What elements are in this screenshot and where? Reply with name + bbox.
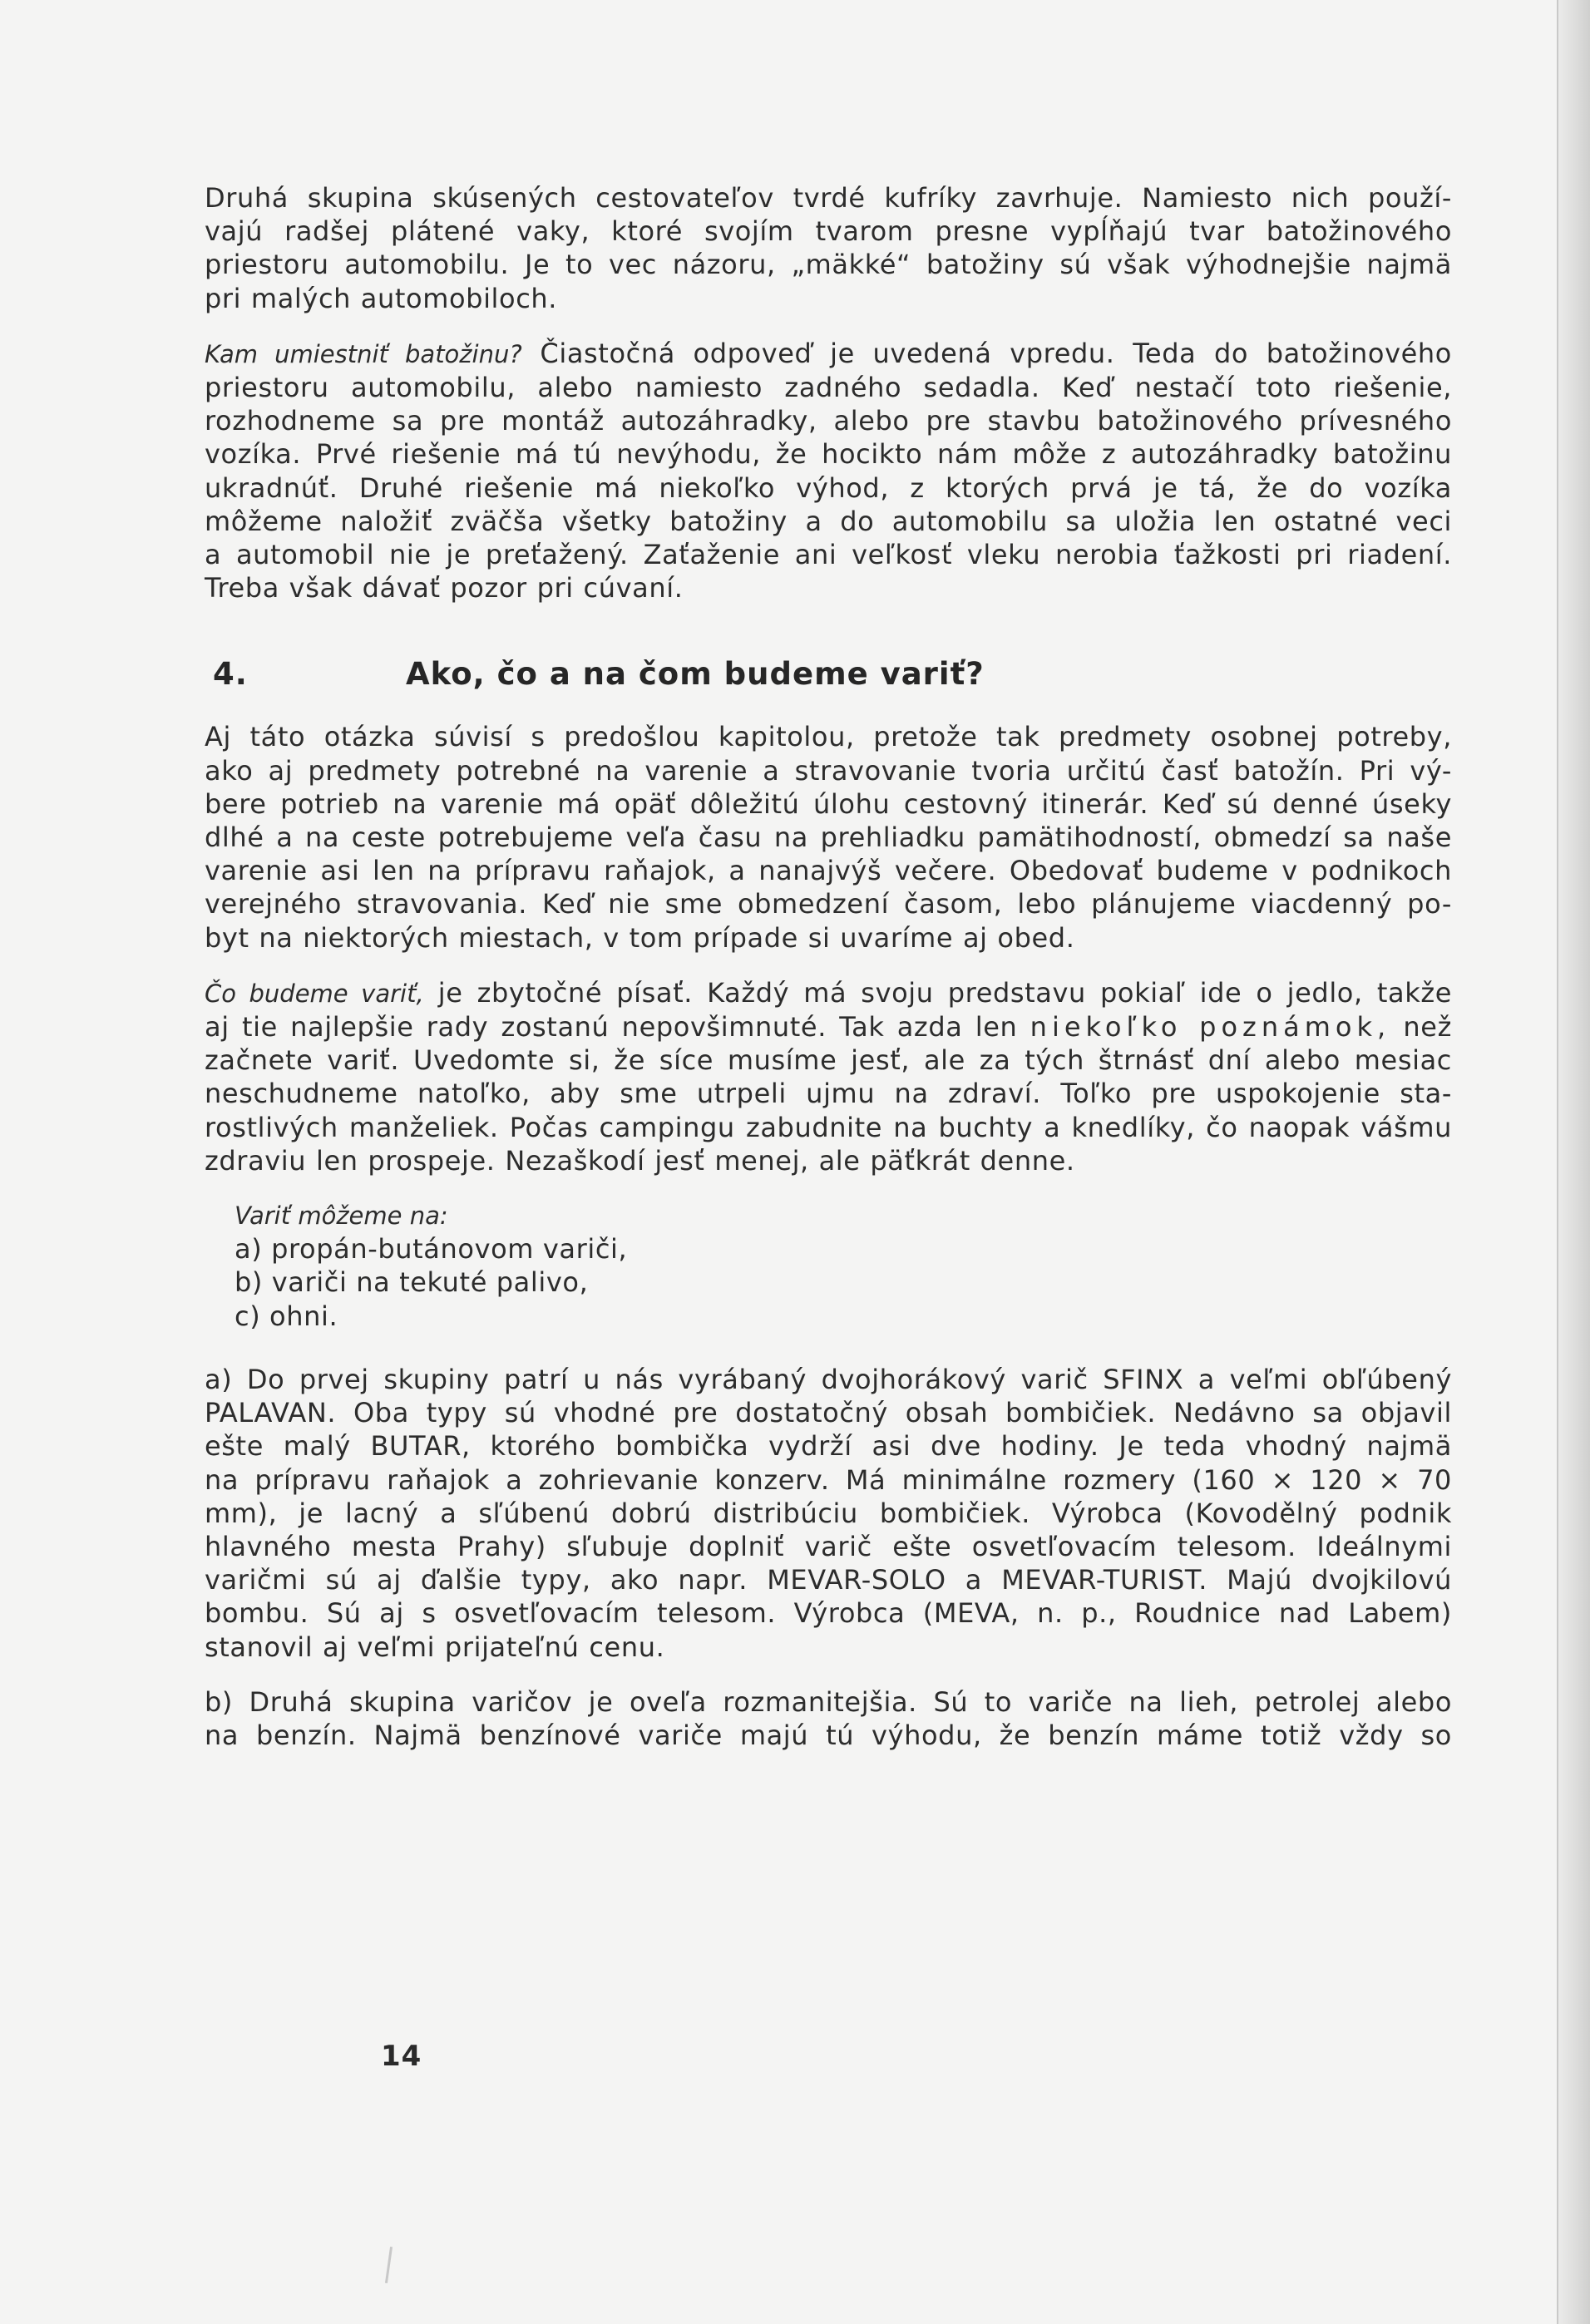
page-body bbox=[205, 181, 1452, 1752]
text-line: hlavného mesta Prahy) sľubuje doplniť varič ešte osvetľovacím telesom. Ideálnymi bbox=[205, 1530, 1452, 1562]
text-line: začnete variť. Uvedomte si, že síce musíme jesť, ale za tých štrnásť dní alebo mesiac bbox=[205, 1044, 1452, 1077]
section-number: 4. bbox=[213, 656, 248, 693]
stove-type-list bbox=[205, 1199, 1452, 1333]
text-line: bere potrieb na varenie má opäť dôležitú úlohu cestovný itinerár. Keď sú denné úseky bbox=[205, 787, 1452, 820]
text-fragment: Čiastočná odpoveď je uvedená vpredu. Teda do batožinového bbox=[521, 337, 1452, 369]
text-line: ukradnúť. Druhé riešenie má niekoľko výhod, z ktorých prvá je tá, že do vozíka bbox=[205, 471, 1452, 504]
text-line: Treba však dávať pozor pri cúvaní. bbox=[205, 572, 684, 604]
text-fragment: aj tie najlepšie rady zostanú nepovšimnuté. Tak azda len bbox=[205, 1011, 1030, 1044]
section4-paragraph-4 bbox=[205, 1685, 1452, 1752]
text-line: vajú radšej plátené vaky, ktoré svojím tvarom presne vypĺňajú tvar batožinového bbox=[205, 215, 1452, 248]
text-line: rozhodneme sa pre montáž autozáhradky, alebo pre stavbu batožinového prívesného bbox=[205, 405, 1452, 437]
text-line: dlhé a na ceste potrebujeme veľa času na prehliadku pamätihodností, obmedzí sa naše bbox=[205, 822, 1452, 854]
text-line: byt na niektorých miestach, v tom prípade si uvaríme aj obed. bbox=[205, 921, 1075, 954]
intro-paragraph-1 bbox=[205, 181, 1452, 315]
text-line: priestoru automobilu, alebo namiesto zadného sedadla. Keď nestačí toto riešenie, bbox=[205, 372, 1452, 404]
text-line: stanovil aj veľmi prijateľnú cenu. bbox=[205, 1631, 665, 1663]
text-line: PALAVAN. Oba typy sú vhodné pre dostatočný obsah bombičiek. Nedávno sa objavil bbox=[205, 1397, 1452, 1429]
text-line bbox=[205, 337, 1452, 371]
spaced-emphasis: niekoľko poznámok, bbox=[1030, 1011, 1391, 1044]
text-line: na prípravu raňajok a zohrievanie konzerv. Má minimálne rozmery (160 × 120 × 70 bbox=[205, 1463, 1452, 1496]
page-number: 14 bbox=[381, 2040, 422, 2073]
text-line: varenie asi len na prípravu raňajok, a nanajvýš večere. Obedovať budeme v podnikoch bbox=[205, 855, 1452, 887]
list-item: a) propán-butánovom variči, bbox=[235, 1233, 628, 1266]
text-line: vozíka. Prvé riešenie má tú nevýhodu, že hocikto nám môže z autozáhradky batožinu bbox=[205, 438, 1452, 471]
paper-mark bbox=[385, 2247, 393, 2283]
section4-paragraph-2 bbox=[205, 976, 1452, 1177]
text-fragment: je zbytočné písať. Každý má svoju predstavu pokiaľ ide o jedlo, takže bbox=[423, 976, 1453, 1009]
text-line: b) Druhá skupina varičov je oveľa rozmanitejšia. Sú to variče na lieh, petrolej alebo bbox=[205, 1685, 1452, 1718]
list-item: c) ohni. bbox=[235, 1300, 338, 1332]
text-line: ešte malý BUTAR, ktorého bombička vydrží asi dve hodiny. Je teda vhodný najmä bbox=[205, 1430, 1452, 1463]
text-line bbox=[205, 976, 1452, 1010]
section4-paragraph-1 bbox=[205, 720, 1452, 954]
page-edge-shadow bbox=[1557, 0, 1590, 2324]
text-line: a) Do prvej skupiny patrí u nás vyrábaný dvojhorákový varič SFINX a veľmi obľúbený bbox=[205, 1363, 1452, 1395]
italic-lead: Čo budeme variť, bbox=[205, 979, 424, 1008]
text-line: pri malých automobiloch. bbox=[205, 282, 558, 314]
text-line: zdraviu len prospeje. Nezaškodí jesť menej, ale päťkrát denne. bbox=[205, 1144, 1075, 1177]
text-line: priestoru automobilu. Je to vec názoru, „mäkké“ batožiny sú však výhodnejšie najmä bbox=[205, 249, 1452, 281]
text-line: ako aj predmety potrebné na varenie a stravovanie tvoria určitú časť batožín. Pri vý- bbox=[205, 754, 1452, 787]
text-line: varičmi sú aj ďalšie typy, ako napr. MEVAR-SOLO a MEVAR-TURIST. Majú dvojkilovú bbox=[205, 1564, 1452, 1596]
page-edge-line bbox=[1557, 0, 1558, 2324]
list-item: b) variči na tekuté palivo, bbox=[235, 1266, 589, 1299]
text-line: Aj táto otázka súvisí s predošlou kapitolou, pretože tak predmety osobnej potreby, bbox=[205, 721, 1452, 753]
intro-paragraph-2 bbox=[205, 337, 1452, 605]
text-line: neschudneme natoľko, aby sme utrpeli ujmu na zdraví. Toľko pre uspokojenie sta- bbox=[205, 1078, 1452, 1110]
section-title: Ako, čo a na čom budeme variť? bbox=[406, 656, 985, 693]
text-fragment: než bbox=[1390, 1011, 1452, 1044]
text-line: bombu. Sú aj s osvetľovacím telesom. Výrobca (MEVA, n. p., Roudnice nad Labem) bbox=[205, 1597, 1452, 1630]
text-line: Druhá skupina skúsených cestovateľov tvrdé kufríky zavrhuje. Namiesto nich použí- bbox=[205, 182, 1452, 214]
italic-lead: Kam umiestniť batožinu? bbox=[205, 339, 522, 368]
section4-paragraph-3 bbox=[205, 1363, 1452, 1664]
list-lead: Variť môžeme na: bbox=[235, 1201, 448, 1231]
text-line: môžeme naložiť zväčša všetky batožiny a do automobilu sa uložia len ostatné veci bbox=[205, 505, 1452, 537]
text-line: verejného stravovania. Keď nie sme obmedzení časom, lebo plánujeme viacdenný po- bbox=[205, 888, 1452, 920]
text-line: a automobil nie je preťažený. Zaťaženie ani veľkosť vleku nerobia ťažkosti pri riadení. bbox=[205, 539, 1452, 571]
text-line: mm), je lacný a sľúbenú dobrú distribúciu bombičiek. Výrobca (Kovodělný podnik bbox=[205, 1497, 1452, 1529]
text-line: rostlivých manželiek. Počas campingu zabudnite na buchty a knedlíky, čo naopak vášmu bbox=[205, 1111, 1452, 1143]
text-line bbox=[205, 1010, 1452, 1044]
text-line: na benzín. Najmä benzínové variče majú tú výhodu, že benzín máme totiž vždy so bbox=[205, 1719, 1452, 1751]
section-heading bbox=[205, 656, 1452, 692]
